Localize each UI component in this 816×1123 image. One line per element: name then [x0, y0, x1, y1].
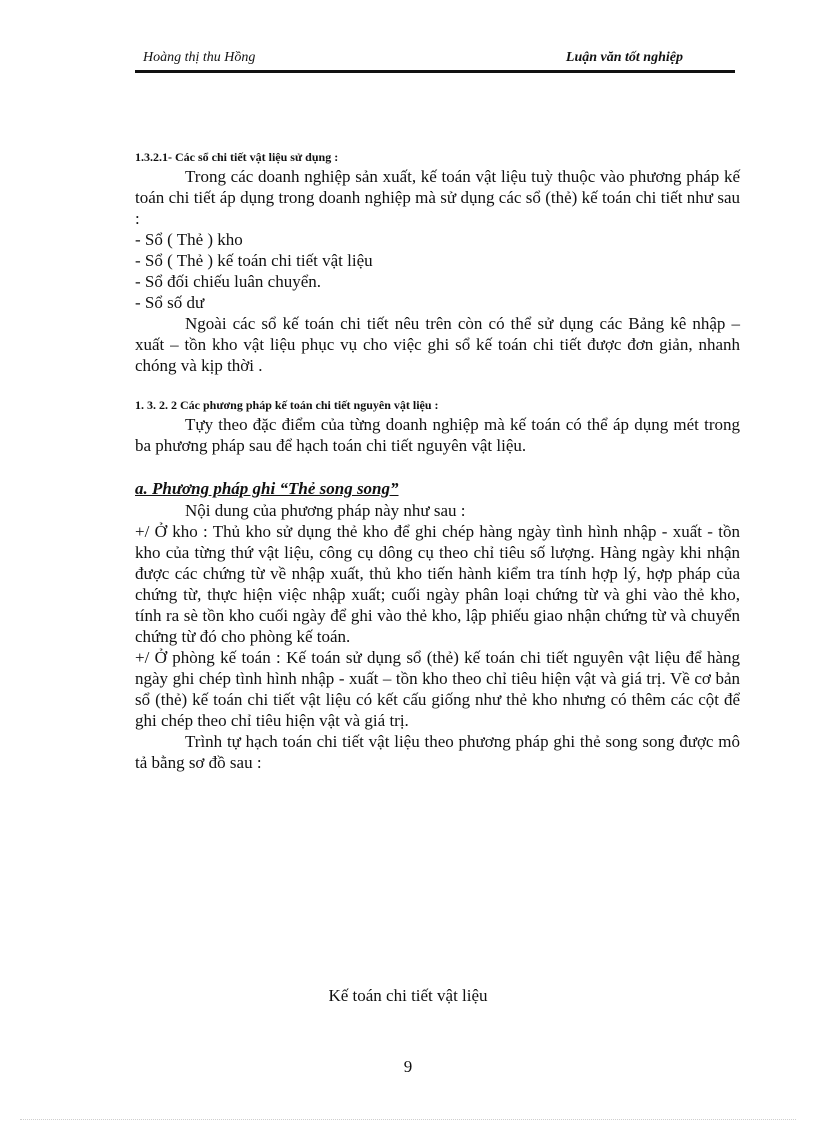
section-heading-1-3-2-1: 1.3.2.1- Các sổ chi tiết vật liệu sử dụng :: [135, 150, 339, 164]
list-item: - Sổ ( Thẻ ) kho: [135, 230, 243, 249]
diagram-label: Kế toán chi tiết vật liệu: [328, 986, 488, 1005]
list-item: - Sổ ( Thẻ ) kế toán chi tiết vật liệu: [135, 251, 373, 270]
list-item: - Sổ số dư: [135, 293, 205, 312]
header-rule: [135, 70, 735, 73]
header-author: Hoàng thị thu Hồng: [143, 50, 256, 65]
list-item: - Sổ đối chiếu luân chuyển.: [135, 272, 322, 291]
page-header: [135, 48, 735, 74]
paragraph-intro: Trong các doanh nghiệp sản xuất, kế toán vật liệu tuỳ thuộc vào phương pháp kế toán chi tiết áp dụng trong doanh nghiệp mà sử dụng các sổ (thẻ) kế toán chi tiết như sau :: [135, 167, 740, 228]
paragraph-sequence: Trình tự hạch toán chi tiết vật liệu theo phương pháp ghi thẻ song song được mô tả bằng sơ đồ sau :: [135, 732, 740, 772]
page-number: 9: [403, 1057, 413, 1076]
subsection-heading-a: a. Phương pháp ghi “Thẻ song song”: [135, 479, 399, 498]
section-heading-1-3-2-2: 1. 3. 2. 2 Các phương pháp kế toán chi tiết nguyên vật liệu :: [135, 398, 439, 412]
page-bottom-border: [20, 1119, 796, 1120]
paragraph-kho: +/ Ở kho : Thủ kho sử dụng thẻ kho để ghi chép hàng ngày tình hình nhập - xuất - tồn kho của từng thứ vật liệu, công cụ dông cụ theo chỉ tiêu số lượng. Hàng ngày khi nhận được các chứng từ về nhập xuất, thủ kho tiến hành kiểm tra tính hợp lý, hợp pháp của chứng từ, thực hiện việc nhập xuất; cuối ngày phân loại chứng từ và ghi vào thẻ kho, tính ra sè tồn kho cuối ngày để ghi vào thẻ kho, lập phiếu giao nhận chứng từ và chuyển chứng từ đó cho phòng kế toán.: [135, 522, 740, 646]
header-doc-type: Luận văn tốt nghiệp: [565, 50, 683, 65]
paragraph-closing: Ngoài các sổ kế toán chi tiết nêu trên còn có thể sử dụng các Bảng kê nhập – xuất – tồn kho vật liệu phục vụ cho việc ghi sổ kế toán chi tiết được đơn giản, nhanh chóng và kịp thời .: [135, 314, 740, 375]
paragraph-lead: Nội dung của phương pháp này như sau :: [185, 501, 466, 520]
page-body: [135, 148, 740, 773]
paragraph-methods-intro: Tựy theo đặc điểm của từng doanh nghiệp mà kế toán có thể áp dụng mét trong ba phương pháp sau để hạch toán chi tiết nguyên vật liệu.: [135, 415, 740, 455]
paragraph-phong-ke-toan: +/ Ở phòng kế toán : Kế toán sử dụng sổ (thẻ) kế toán chi tiết nguyên vật liệu để hàng ngày ghi chép tình hình nhập - xuất – tồn kho theo chỉ tiêu hiện vật và giá trị. Về cơ bản sổ (thẻ) kế toán chi tiết vật liệu có kết cấu giống như thẻ kho nhưng có thêm các cột để ghi chép theo chỉ tiêu hiện vật và giá trị.: [135, 648, 740, 730]
